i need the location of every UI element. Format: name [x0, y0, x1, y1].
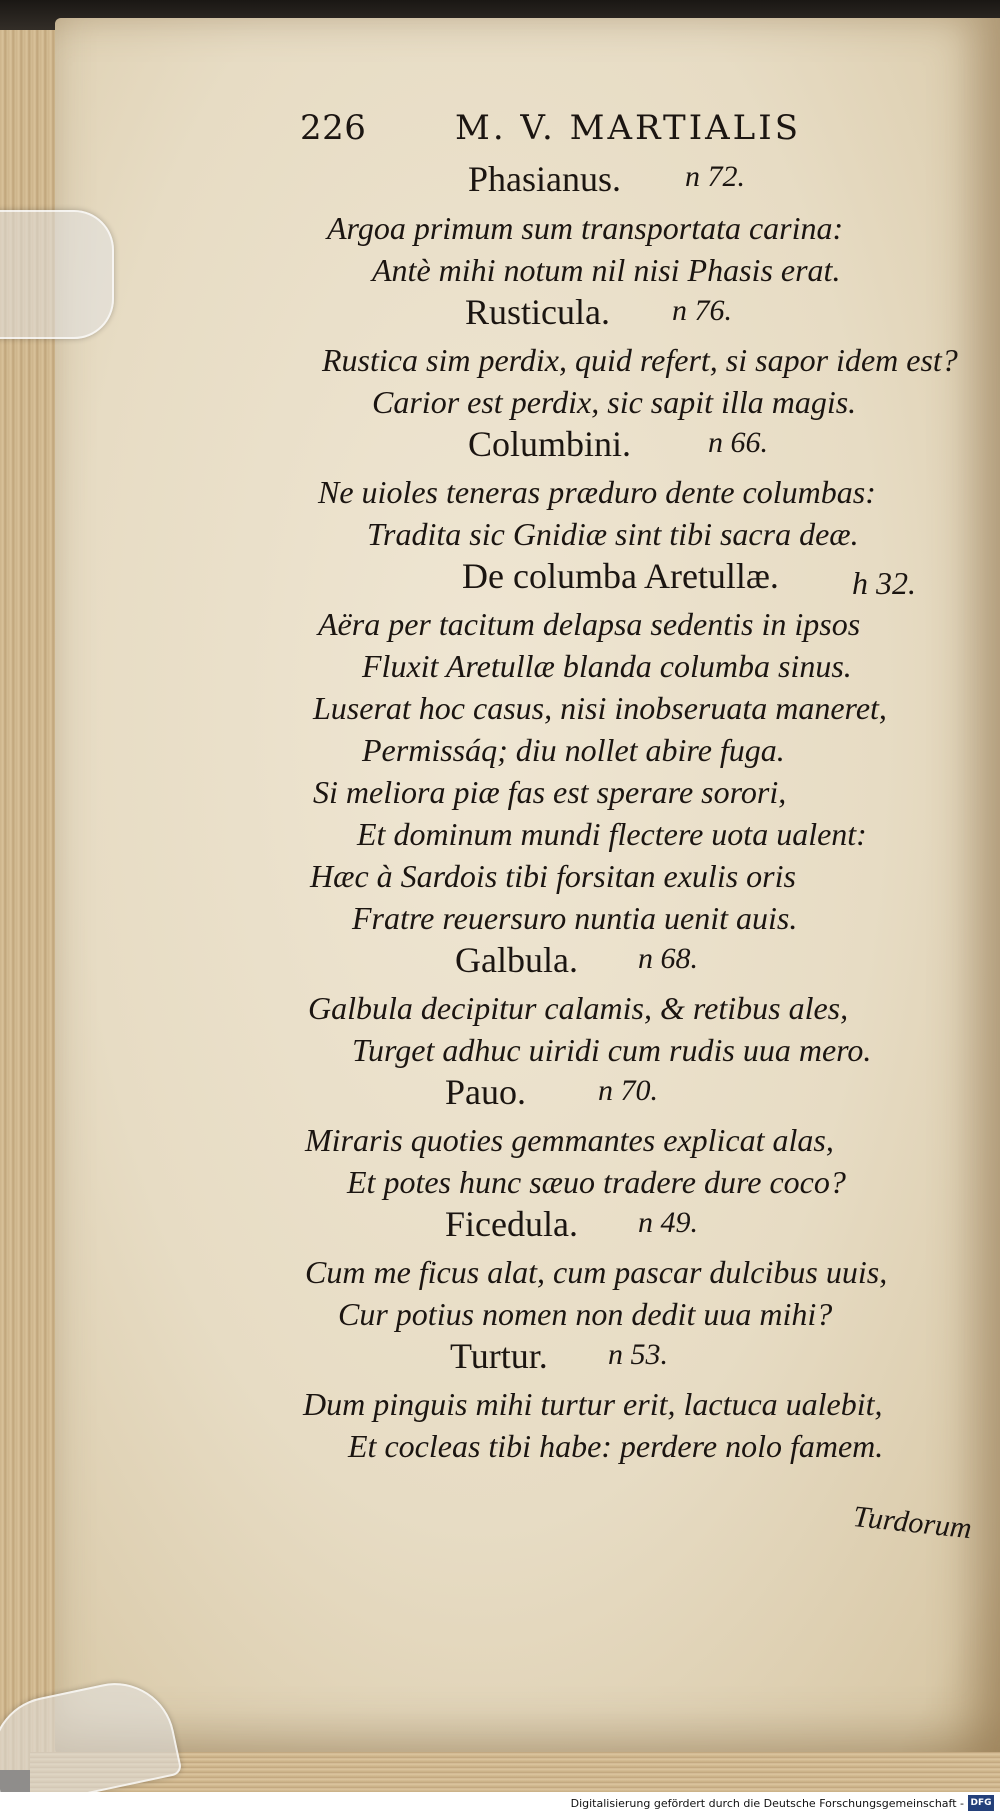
verse-line: Carior est perdix, sic sapit illa magis. — [372, 384, 857, 420]
verse-line: Et cocleas tibi habe: perdere nolo famem. — [348, 1428, 884, 1464]
running-head-author: M. V. MARTIALIS — [455, 108, 801, 148]
footer-bar — [0, 1792, 1000, 1818]
catchword: Turdorum — [851, 1500, 974, 1546]
section-number: n 72. — [685, 160, 745, 193]
page-number: 226 — [300, 108, 367, 148]
verse-line: Fratre reuersuro nuntia uenit auis. — [352, 900, 798, 936]
section-title: Rusticula. — [465, 292, 610, 332]
dfg-logo: DFG — [968, 1795, 994, 1811]
verse-line: Dum pinguis mihi turtur erit, lactuca ualebit, — [303, 1386, 883, 1422]
verse-line: Cum me ficus alat, cum pascar dulcibus uuis, — [305, 1254, 888, 1290]
section-title: Phasianus. — [468, 159, 621, 199]
section-title: Turtur. — [450, 1336, 548, 1376]
section-number: n 68. — [638, 942, 698, 975]
section-number: n 49. — [638, 1206, 698, 1239]
section-title: Pauo. — [445, 1072, 526, 1112]
verse-line: Antè mihi notum nil nisi Phasis erat. — [372, 252, 841, 288]
verse-line: Ne uioles teneras præduro dente columbas: — [318, 474, 876, 510]
section-number: n 53. — [608, 1338, 668, 1371]
verse-line: Galbula decipitur calamis, & retibus ales, — [308, 990, 849, 1026]
verse-line: Argoa primum sum transportata carina: — [327, 210, 844, 246]
section-title: Galbula. — [455, 940, 578, 980]
verse-line: Si meliora piæ fas est sperare sorori, — [313, 774, 787, 810]
verse-line: Aëra per tacitum delapsa sedentis in ipsos — [318, 606, 861, 642]
section-title: De columba Aretullæ. — [462, 556, 779, 596]
section-number: n 76. — [672, 294, 732, 327]
section-number: n 66. — [708, 426, 768, 459]
verse-line: Turget adhuc uiridi cum rudis uua mero. — [352, 1032, 872, 1068]
section-number: h 32. — [852, 565, 916, 601]
verse-line: Et dominum mundi flectere uota ualent: — [357, 816, 867, 852]
section-title: Ficedula. — [445, 1204, 578, 1244]
digitization-credit: Digitalisierung gefördert durch die Deutsche Forschungsgemeinschaft - — [570, 1797, 964, 1810]
verse-line: Tradita sic Gnidiæ sint tibi sacra deæ. — [367, 516, 859, 552]
verse-line: Et potes hunc sæuo tradere dure coco? — [347, 1164, 846, 1200]
verse-line: Permissáq; diu nollet abire fuga. — [362, 732, 785, 768]
verse-line: Cur potius nomen non dedit uua mihi? — [338, 1296, 833, 1332]
book-clip-top — [0, 210, 114, 339]
section-title: Columbini. — [468, 424, 632, 464]
verse-line: Fluxit Aretullæ blanda columba sinus. — [362, 648, 852, 684]
verse-line: Rustica sim perdix, quid refert, si sapor idem est? — [322, 342, 958, 378]
verse-line: Hæc à Sardois tibi forsitan exulis oris — [310, 858, 796, 894]
section-number: n 70. — [598, 1074, 658, 1107]
verse-line: Miraris quoties gemmantes explicat alas, — [305, 1122, 834, 1158]
verse-line: Luserat hoc casus, nisi inobseruata maneret, — [313, 690, 887, 726]
